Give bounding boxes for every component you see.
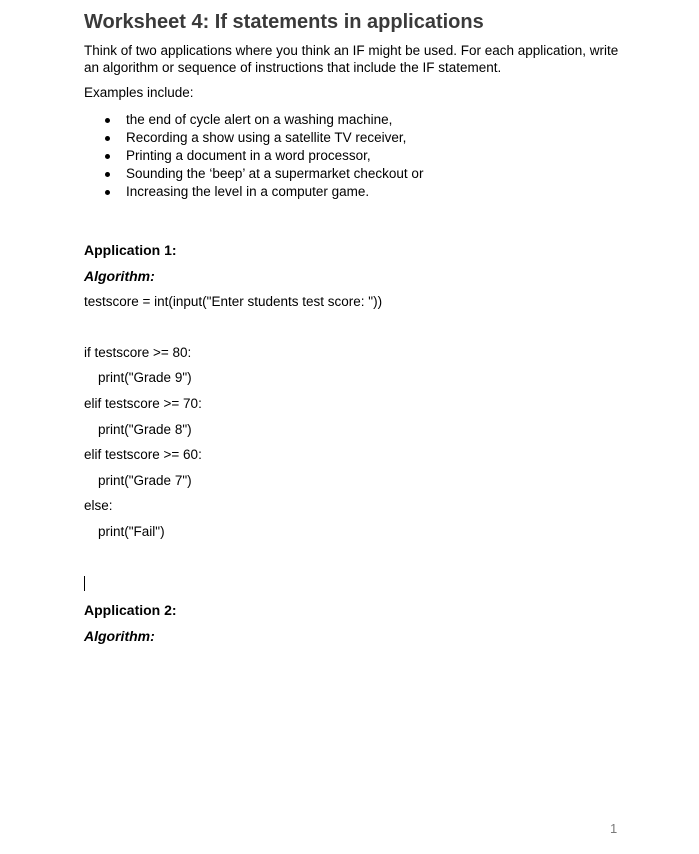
- bullet-icon: [105, 190, 110, 195]
- code-line[interactable]: elif testscore >= 70:: [84, 396, 202, 411]
- application-2-algorithm-label: Algorithm:: [84, 628, 155, 644]
- code-line[interactable]: print("Grade 9"): [98, 370, 192, 385]
- code-line[interactable]: print("Grade 8"): [98, 422, 192, 437]
- examples-label: Examples include:: [84, 85, 194, 100]
- code-line[interactable]: testscore = int(input("Enter students test score: ")): [84, 294, 383, 309]
- code-line[interactable]: elif testscore >= 60:: [84, 447, 202, 462]
- bullet-icon: [105, 172, 110, 177]
- list-item-text: Printing a document in a word processor,: [126, 148, 371, 163]
- intro-paragraph: Think of two applications where you think an IF might be used. For each application, write an algorithm or sequence of instructions that include the IF statement.: [84, 43, 619, 75]
- list-item: [84, 111, 423, 129]
- bullet-icon: [105, 154, 110, 159]
- list-item: [84, 183, 423, 201]
- worksheet-title: Worksheet 4: If statements in applications: [84, 11, 484, 33]
- list-item: [84, 165, 423, 183]
- text-cursor[interactable]: [84, 576, 85, 591]
- list-item-text: Increasing the level in a computer game.: [126, 184, 370, 199]
- page-number: 1: [610, 821, 618, 836]
- application-1-algorithm-label: Algorithm:: [84, 268, 155, 284]
- list-item-text: Sounding the ‘beep’ at a supermarket checkout or: [126, 166, 424, 181]
- list-item-text: the end of cycle alert on a washing machine,: [126, 112, 393, 127]
- list-item: [84, 129, 423, 147]
- code-line[interactable]: print("Fail"): [98, 524, 165, 539]
- examples-list: [84, 111, 423, 201]
- application-2-answer-area[interactable]: [84, 652, 624, 802]
- code-line[interactable]: else:: [84, 498, 113, 513]
- application-1-heading: Application 1:: [84, 242, 177, 258]
- list-item-text: Recording a show using a satellite TV receiver,: [126, 130, 407, 145]
- bullet-icon: [105, 118, 110, 123]
- list-item: [84, 147, 423, 165]
- bullet-icon: [105, 136, 110, 141]
- code-line[interactable]: if testscore >= 80:: [84, 345, 192, 360]
- code-line[interactable]: print("Grade 7"): [98, 473, 192, 488]
- application-2-heading: Application 2:: [84, 602, 177, 618]
